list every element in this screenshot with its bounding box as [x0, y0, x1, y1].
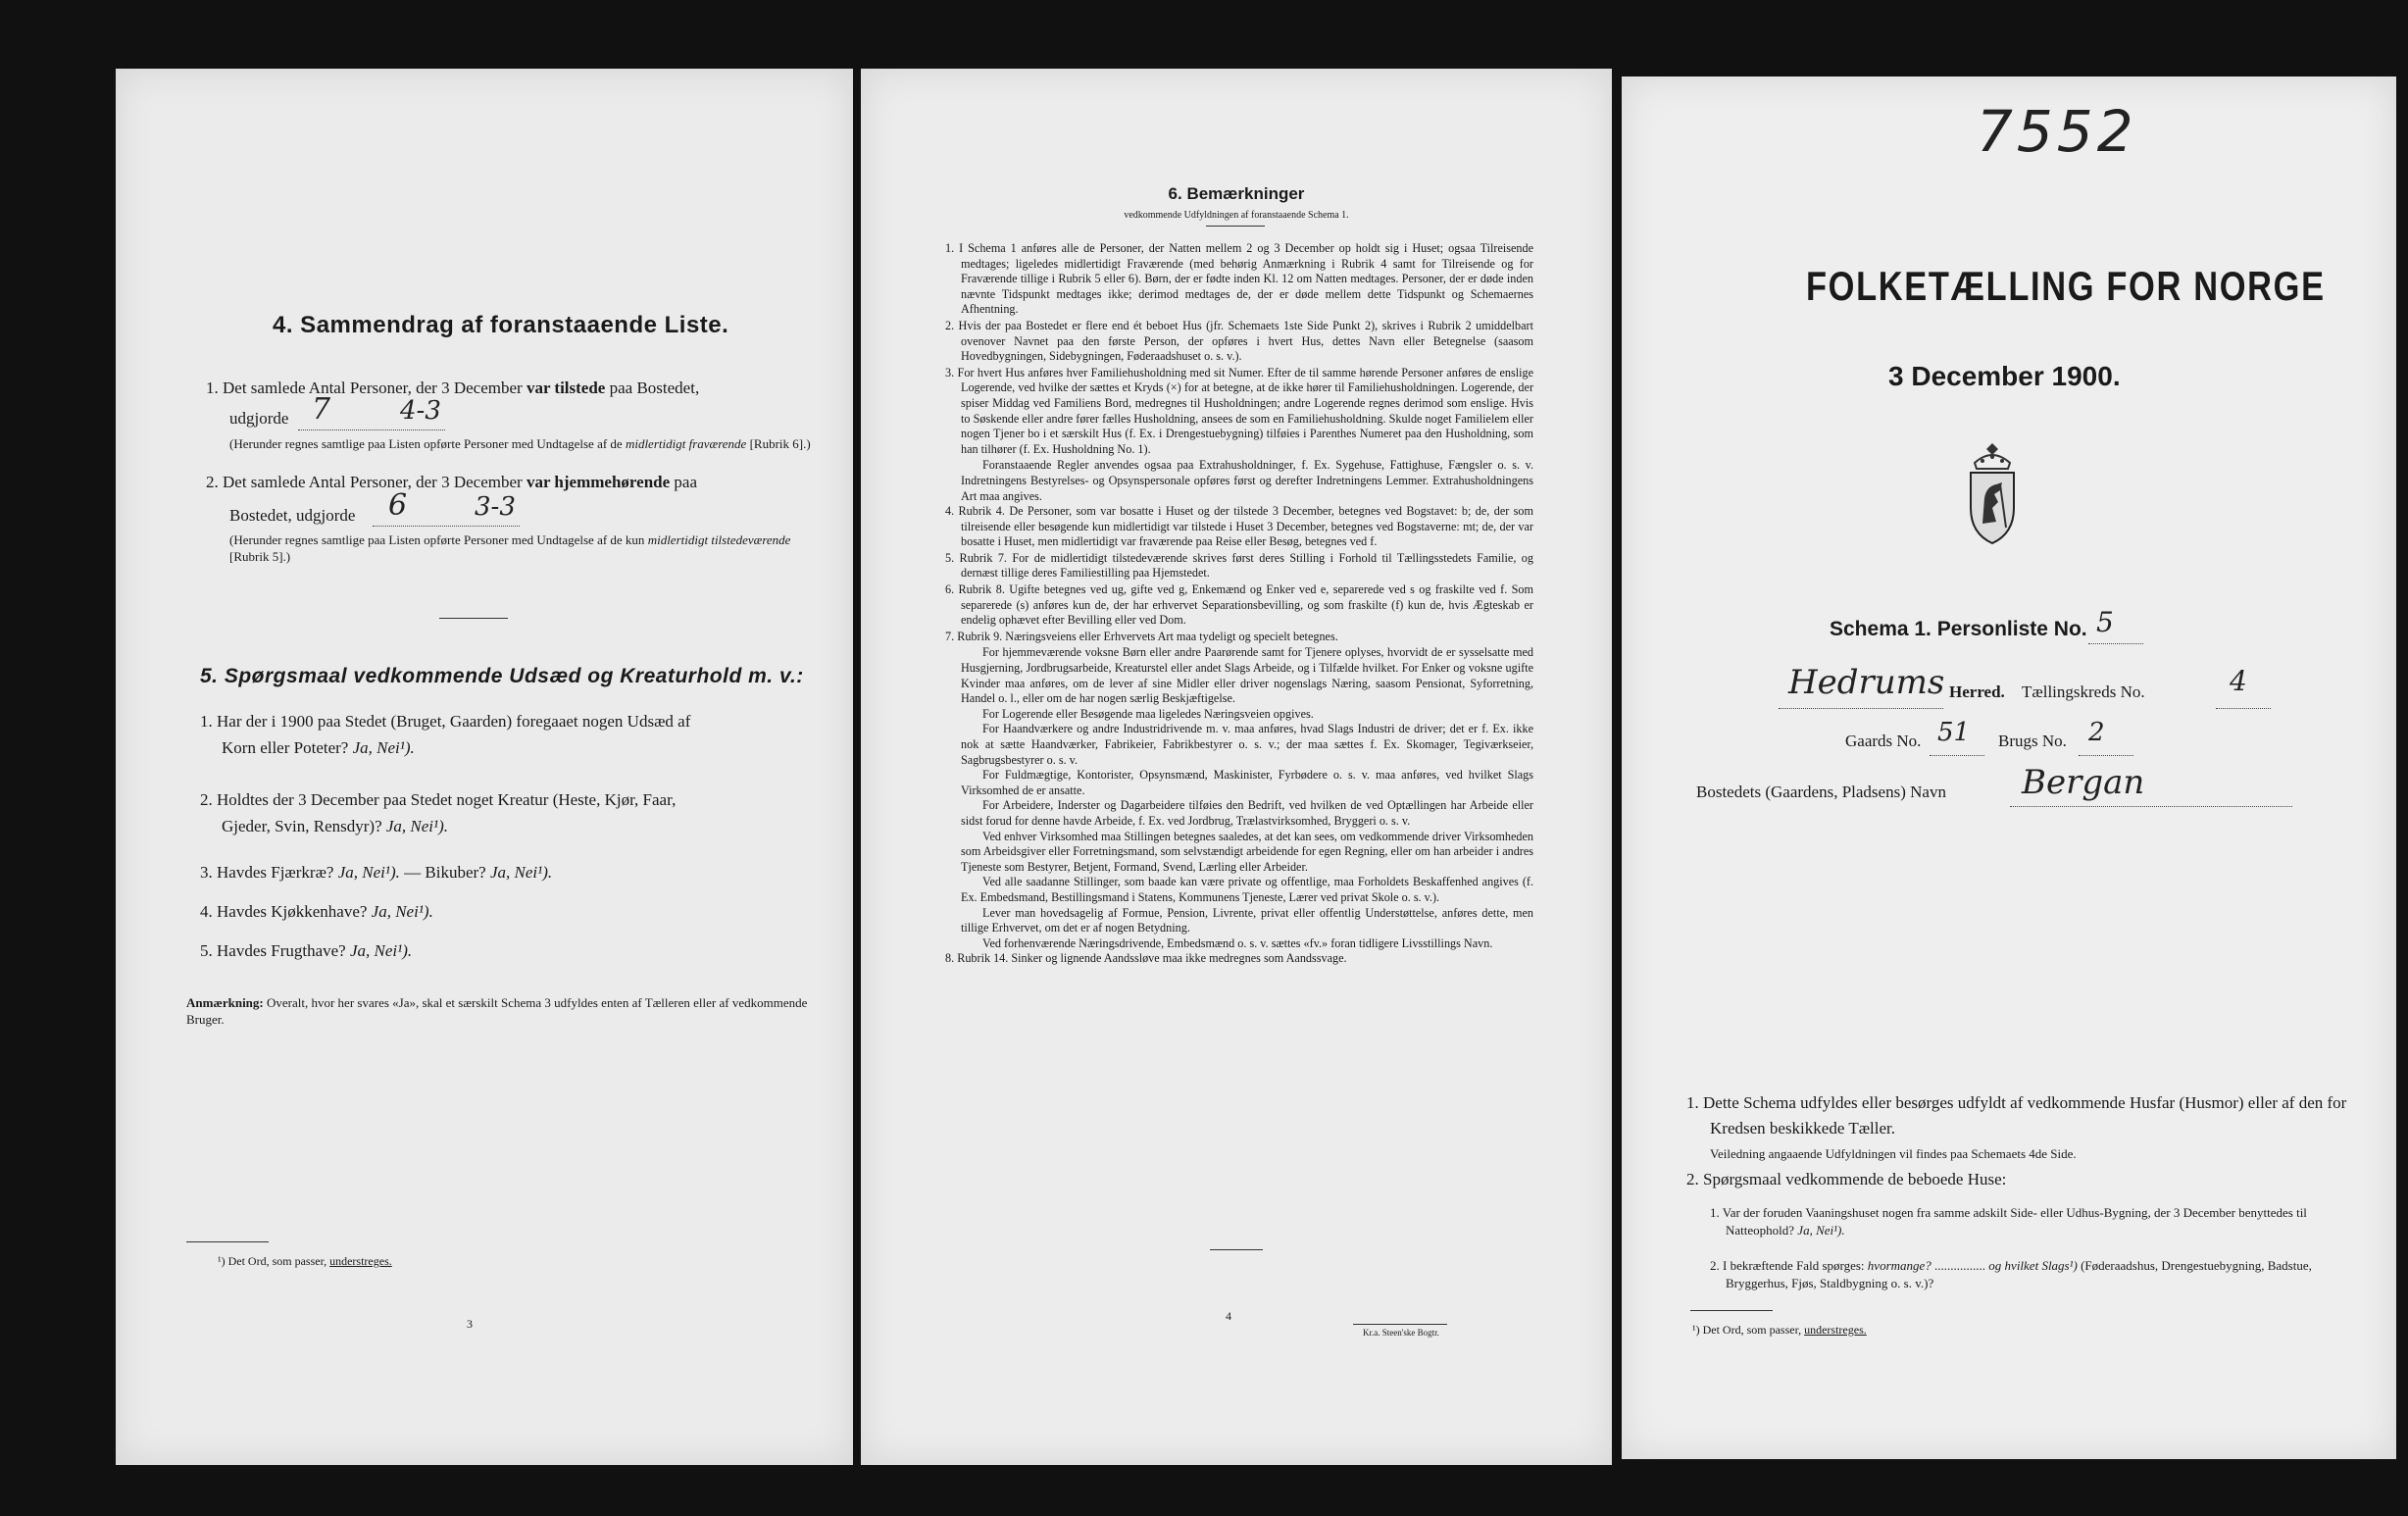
remark-item: Ved enhver Virksomhed maa Stillingen betegnes saaledes, at det kan sees, om vedkommende driver Virksomheden som Arbeidsgiver eller Forretningsmand, som selvstændigt arbeidende for egen Regning, eller om han arbeider i andres Tjeneste som Bestyrer, Betjent, Formand, Svend, Lærling eller Arbeider. [961, 829, 1533, 874]
instruction-2: 2. Spørgsmaal vedkommende de beboede Huse: [1686, 1170, 2007, 1188]
footnote-rule [1690, 1310, 1773, 1311]
q2-handwritten-extra: 3-3 [475, 492, 516, 522]
q5-5: 5. Havdes Frugthave? Ja, Nei¹). [200, 941, 413, 960]
page-number: 4 [1226, 1309, 1231, 1323]
archive-number: 7552 [1977, 98, 2137, 165]
remark-item: 6. Rubrik 8. Ugifte betegnes ved ug, gifte ved g, Enkemænd og Enker ved e, separerede ved s og fraskilte ved f. Som separerede (s) anføres kun de, der har erhvervet Separationsbevilling, og som fraskilte (f) kun de, hvis Ægteskab er endelig ophævet efter Bevilling eller ved Dom. [945, 582, 1533, 628]
remark-item: For Logerende eller Besøgende maa ligeledes Næringsveien opgives. [982, 706, 1314, 721]
q1-udgjorde-label: udgjorde [229, 409, 289, 428]
krets-number: 4 [2230, 665, 2247, 697]
anmaerkning: Anmærkning: Overalt, hvor her svares «Ja», skal et særskilt Schema 3 udfyldes enten af Tælleren eller af vedkommende Bruger. [186, 995, 808, 1027]
remark-item: 3. For hvert Hus anføres hver Familiehusholdning med sit Numer. Efter de til samme hørende Personer anføres de enslige Logerende, ved hvilke der sættes et Kryds (×) for at betegne, at de ikke hører til Familiehusholdningen. Logerende, der spiser Middag ved Familiens Bord, medregnes til Husholdningen; andre Logerende regnes derimod som enslige. Hvis to Søskende eller andre fører fælles Husholdning, ansees de som en Familiehusholdning. Skulde noget Familielem eller nogen Tjener bo i et særskilt Hus (f. Ex. i Drengestuebygning) tilføies i Parenthes Numeret paa den Husholdning, som han tilhører (f. Ex. Husholdning No. 1). [945, 365, 1533, 456]
footnote: ¹) Det Ord, som passer, understreges. [1692, 1323, 1867, 1337]
q1-handwritten-extra: 4-3 [400, 396, 441, 426]
gaards-label: Gaards No. [1845, 732, 1922, 750]
remark-item: 4. Rubrik 4. De Personer, som var bosatte i Huset og der tilstede 3 December, betegnes ved Bogstavet: b; de, der som tilreisende eller besøgende kun midlertidigt var tilstede i Huset 3 December, betegnes ved Bogstaverne: mt; de, der var bosatte i Huset, men midlertidigt var fraværende paa Reise eller Besøg, betegnes ved f. [945, 504, 1533, 549]
bosted-label: Bostedets (Gaardens, Pladsens) Navn [1696, 783, 1946, 801]
remark-item: For Arbeidere, Inderster og Dagarbeidere tilføies den Bedrift, ved hvilken de ved Optællingen har Arbeide eller sidst forud for denne havde Arbeide, f. Ex. ved Jordbrug, Trælastvirksomhed, Bryggeri o. s. v. [961, 798, 1533, 828]
q5-1: 1. Har der i 1900 paa Stedet (Bruget, Gaarden) foregaaet nogen Udsæd af Korn eller Poteter? Ja, Nei¹). [200, 712, 691, 757]
remark-item: Ved forhenværende Næringsdrivende, Embedsmænd o. s. v. sættes «fv.» foran tidligere Livsstillings Navn. [982, 935, 1493, 950]
q2-note: (Herunder regnes samtlige paa Listen opførte Personer med Undtagelse af de kun midlertidigt tilstedeværende [Rubrik 5].) [229, 532, 791, 564]
middle-page [861, 69, 1612, 1465]
norwegian-lion-crest-icon [1963, 439, 2022, 549]
herred-dotted [1779, 708, 1943, 709]
brugs-label: Brugs No. [1998, 732, 2067, 750]
herred-label: Herred. [1949, 682, 2005, 701]
remark-item: 5. Rubrik 7. For de midlertidigt tilstedeværende skrives først deres Stilling i Forhold til Tællingsstedets Familie, og dernæst tillige deres Familiestilling paa Hjemstedet. [945, 550, 1533, 581]
remarks-title: 6. Bemærkninger [1168, 184, 1305, 203]
remark-item: 8. Rubrik 14. Sinker og lignende Aandssløve maa ikke medregnes som Aandssvage. [945, 951, 1347, 966]
left-page [116, 69, 853, 1465]
section-divider [439, 618, 508, 619]
gaards-dotted [1930, 755, 1984, 756]
section5-title: 5. Spørgsmaal vedkommende Udsæd og Kreaturhold m. v.: [200, 665, 804, 687]
herred-handwritten: Hedrums [1788, 663, 1945, 702]
remark-item: Foranstaaende Regler anvendes ogsaa paa Extrahusholdninger, f. Ex. Sygehuse, Fattighuse, Fængsler o. s. v. Indretningens Bestyrelses- og Opsynspersonale opføres først og derefter Indretningens Lemmer. Extrahusholdningens Art maa angives. [961, 458, 1533, 503]
remark-item: 2. Hvis der paa Bostedet er flere end ét beboet Hus (jfr. Schemaets 1ste Side Punkt 2), skrives i Rubrik 2 umiddelbart ovenover Navnet paa den første Person, der opføres i hvert Hus, dettes Navn eller Betegnelse (saasom Hovedbygningen, Sidebygningen, Føderaadshuset o. s. v.). [945, 318, 1533, 364]
footnote: ¹) Det Ord, som passer, understreges. [218, 1254, 392, 1268]
remark-item: Ved alle saadanne Stillinger, som baade kan være private og offentlige, maa Forholdets Beskaffenhed angives (f. Ex. Embedsmand, Bestillingsmand i Statens, Kommunens Tjeneste, Lærer ved privat Skole o. s. v.). [961, 875, 1533, 904]
remarks-list [945, 241, 1533, 968]
q2-bostedet-label: Bostedet, udgjorde [229, 506, 356, 525]
instruction-2-1: 1. Var der foruden Vaaningshuset nogen fra samme adskilt Side- eller Udhus-Bygning, der 3 December benyttedes til Natteophold? Ja, Nei¹). [1710, 1205, 2307, 1238]
remarks-subtitle: vedkommende Udfyldningen af foranstaaende Schema 1. [1124, 210, 1349, 221]
schema-label: Schema 1. Personliste No. [1830, 618, 2087, 640]
q2-dotted-line [373, 526, 520, 527]
census-title: FOLKETÆLLING FOR NORGE [1806, 263, 2326, 309]
footnote-rule [186, 1241, 269, 1242]
remark-item: Lever man hovedsagelig af Formue, Pension, Livrente, privat eller offentlig Understøttelse, anføres dette, men tillige Erhvervet, om det er af nogen Betydning. [961, 905, 1533, 935]
q1-line: 1. Det samlede Antal Personer, der 3 December var tilstede paa Bostedet, [206, 379, 700, 397]
brugs-number: 2 [2088, 718, 2105, 747]
remark-item: For hjemmeværende voksne Børn eller andre Paarørende samt for Tjenere oplyses, hvorvidt de er sysselsatte med Husgjerning, Jordbrugsarbeide, Kreaturstel eller andet Slags Arbeide, og i Tilfælde hvilket. For Enker og voksne ugifte Kvinder maa anføres, om de lever af sine Midler eller driver nogenslags Næring, saasom Pensionat, Syforretning, Handel o. l., eller om de har nogen særlig Beskjæftigelse. [961, 645, 1533, 706]
page-number: 3 [467, 1317, 473, 1331]
census-date: 3 December 1900. [1888, 361, 2121, 391]
q1-note: (Herunder regnes samtlige paa Listen opførte Personer med Undtagelse af de midlertidigt fraværende [Rubrik 6].) [229, 436, 811, 451]
instruction-1-note: Veiledning angaaende Udfyldningen vil findes paa Schemaets 4de Side. [1710, 1146, 2077, 1161]
printer-mark: Kr.a. Steen'ske Bogtr. [1363, 1328, 1439, 1338]
bosted-handwritten: Bergan [2022, 763, 2145, 802]
brugs-dotted [2079, 755, 2133, 756]
schema-number: 5 [2096, 606, 2114, 638]
q2-line: 2. Det samlede Antal Personer, der 3 December var hjemmehørende paa [206, 473, 697, 491]
right-page [1622, 76, 2396, 1459]
bosted-dotted [2010, 806, 2292, 807]
q5-4: 4. Havdes Kjøkkenhave? Ja, Nei¹). [200, 902, 433, 921]
remarks-end-rule [1210, 1249, 1263, 1250]
remark-item: For Fuldmægtige, Kontorister, Opsynsmænd, Maskinister, Fyrbødere o. s. v. maa anføres, ved hvilket Slags Virksomhed de er ansatte. [961, 768, 1533, 797]
instruction-2-2: 2. I bekræftende Fald spørges: hvormange? ................ og hvilket Slags¹) (Føderaadshus, Drengestuebygning, Badstue, Bryggerhus, Fjøs, Staldbygning o. s. v.)? [1710, 1258, 2312, 1290]
instruction-1: 1. Dette Schema udfyldes eller besørges udfyldt af vedkommende Husfar (Husmor) eller af den for Kredsen beskikkede Tæller. [1686, 1093, 2347, 1137]
remark-item: For Haandværkere og andre Industridrivende m. v. maa anføres, hvad Slags Industri de driver; det er f. Ex. ikke nok at sætte Haandværker, Fabrikeier, Fabrikbestyrer o. s. v.; der maa sættes f. Ex. Skomager, Tegiværkseier, Sagbrugsbestyrer o. s. v. [961, 722, 1533, 767]
remark-item: 1. I Schema 1 anføres alle de Personer, der Natten mellem 2 og 3 December op holdt sig i Huset; ogsaa Tilreisende medtages; ligeledes midlertidigt Fraværende (med behørig Anmærkning i Rubrik 4 samt for Tilreisende og for Fraværende tillige i Rubrik 5 eller 6). Børn, der er fødte inden Kl. 12 om Natten medtages. Personer, der er døde inden nævnte Tidspunkt medtages ikke; derimod medtages de, der er døde mellem dette Tidspunkt og Schemaernes Afhentning. [945, 241, 1533, 317]
schema-dotted [2088, 643, 2143, 644]
section4-title: 4. Sammendrag af foranstaaende Liste. [273, 312, 729, 338]
gaards-number: 51 [1937, 718, 1971, 747]
q2-handwritten-value: 6 [388, 488, 408, 523]
q5-3: 3. Havdes Fjærkræ? Ja, Nei¹). — Bikuber? Ja, Nei¹). [200, 863, 553, 882]
krets-label: Tællingskreds No. [2022, 682, 2145, 701]
q1-handwritten-value: 7 [312, 392, 331, 427]
q5-2: 2. Holdtes der 3 December paa Stedet noget Kreatur (Heste, Kjør, Faar, Gjeder, Svin, Rensdyr)? Ja, Nei¹). [200, 790, 677, 835]
remark-item: 7. Rubrik 9. Næringsveiens eller Erhvervets Art maa tydeligt og specielt betegnes. [945, 629, 1338, 643]
krets-dotted [2216, 708, 2271, 709]
printer-rule [1353, 1324, 1447, 1325]
remarks-title-rule [1206, 226, 1265, 227]
